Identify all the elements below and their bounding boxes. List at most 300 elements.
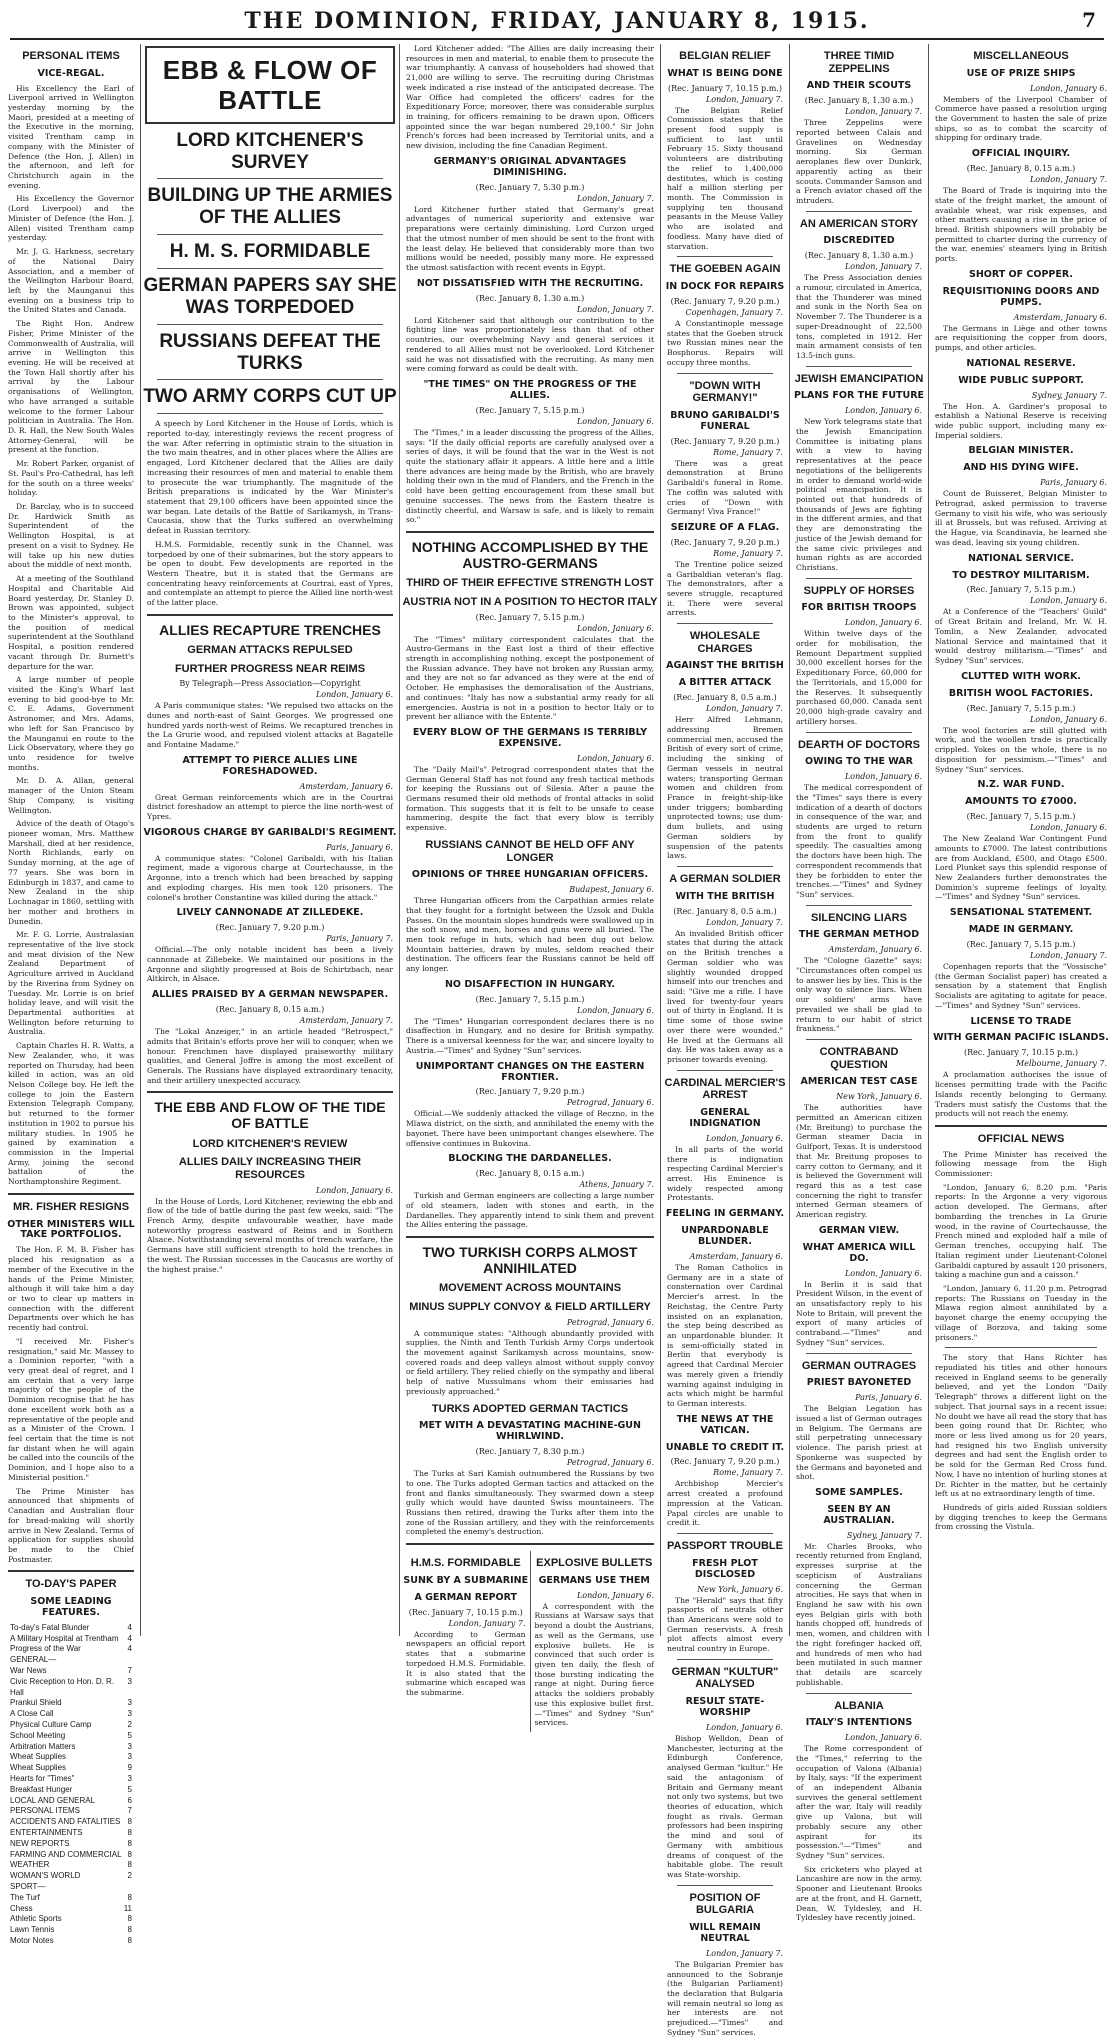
received-date: (Rec. January 7, 9.20 p.m.)	[670, 436, 780, 446]
received-date: (Rec. January 7, 5.15 p.m.)	[475, 994, 585, 1004]
paragraph: The Germans in Liège and other towns are requisitioning the copper from doors, pumps, and other articles.	[935, 323, 1107, 353]
subheading: VIGOROUS CHARGE BY GARIBALDI'S REGIMENT.	[143, 826, 397, 838]
contents-row	[10, 1882, 132, 1893]
contents-title: PERSONAL ITEMS	[10, 1806, 80, 1816]
paragraph: Hundreds of girls aided Russian soldiers by digging trenches to keep the Germans from crossing the Vistula.	[935, 1503, 1107, 1532]
paragraph: The "Lokal Anzeiger," in an article headed "Retrospect," admits that Britain's efforts prove her will to conquer, when we honour. Frenchmen have displayed praiseworthy military qualities, and General Joffre is among the most excellent of Generals. The Russians have displayed extraordinary tenacity, and their artillery unexpected accuracy.	[147, 1027, 393, 1085]
dateline: Amsterdam, January 6.	[689, 1251, 783, 1261]
received-date: (Rec. January 7, 5.15 p.m.)	[966, 585, 1076, 595]
divider	[806, 366, 912, 367]
headline: ALLIES RECAPTURE TRENCHES	[159, 621, 381, 638]
contents-title: Progress of the War	[10, 1644, 81, 1654]
dateline: London, January 6.	[844, 618, 922, 628]
contents-title: A Military Hospital at Trentham	[10, 1633, 119, 1643]
dateline: New York, January 6.	[697, 1584, 783, 1594]
dateline: Amsterdam, January 6.	[1013, 312, 1107, 322]
paragraph: Herr Alfred Lehmann, addressing Bremen commercial men, accused the British of every sort of crime, including the sinking of German vessels in neutral waters; transporting German women and children from France in freight-ship-like under triggers; bombarding unprotected towns; use dum-dum bullets, and using German soldiers by suspension of the patents laws.	[667, 715, 783, 861]
subheading: GERMANY'S ORIGINAL ADVANTAGES DIMINISHING.	[433, 155, 627, 178]
dateline: London, January 6.	[315, 690, 393, 700]
contents-title: Athletic Sports	[10, 1914, 62, 1924]
paragraph: The Press Association denies a rumour, circulated in America, that the Thunderer was mined and sunk in the North Sea on November 7. The Thunderer is a super-Dreadnought of 22,500 tons, completed in 1912. Her main armament consists of ten 13.5-inch guns.	[796, 273, 922, 360]
subheading: SOME SAMPLES.	[815, 1486, 903, 1498]
headline: SUPPLY OF HORSES	[803, 584, 915, 597]
subheading: FOR BRITISH TROOPS	[801, 602, 917, 614]
received-date: (Rec. January 7, 5.15 p.m.)	[966, 812, 1076, 822]
headline: GERMAN "KULTUR" ANALYSED	[671, 1665, 779, 1691]
subheading: AGAINST THE BRITISH	[666, 660, 784, 672]
contents-row	[10, 1904, 132, 1915]
received-date: (Rec. January 8, 1.30 a.m.)	[804, 251, 914, 261]
subheading: MOVEMENT ACROSS MOUNTAINS	[438, 1282, 622, 1295]
divider	[945, 1347, 1097, 1348]
contents-title: GENERAL—	[10, 1655, 57, 1665]
dateline: Amsterdam, January 6.	[828, 945, 922, 955]
subheading: WIDE PUBLIC SUPPORT.	[958, 374, 1084, 386]
paragraph: A proclamation authorises the issue of licenses permitting trade with the Pacific Islands recently belonging to Germany. Traders must satisfy the Customs that the products will not reach the enemy.	[935, 1070, 1107, 1119]
paragraph: The wool factories are still glutted with work, and the woollen trade is practically crippled. Yokes on the whole, there is no disposition for pessimism.—"Times" and Sydney "Sun" services.	[935, 725, 1107, 774]
contents-row	[10, 1806, 132, 1817]
subheading: WHAT IS BEING DONE	[667, 67, 783, 79]
contents-row	[10, 1936, 132, 1947]
paragraph: The "Herald" says that fifty passports of neutrals other than Americans were sold to German reservists. A fresh plot affects almost every neutral country in Europe.	[667, 1595, 783, 1654]
subheading: UNABLE TO CREDIT IT.	[665, 1441, 785, 1453]
subheading: GERMANS USE THEM	[538, 1574, 650, 1586]
headline: CONTRABAND QUESTION	[819, 1046, 899, 1071]
masthead-title: THE DOMINION, FRIDAY, JANUARY 8, 1915.	[244, 8, 870, 34]
contents-page: 8	[127, 1860, 132, 1870]
paragraph: A correspondent with the Russians at Warsaw says that beyond a doubt the Austrians, as well as the Germans, use explosive bullets. He is convinced that such order is given ten daily, the flesh of those bursting indicating the range at night. During fierce attacks the soldiers probably use this explosive bullet first.—"Times" and Sydney "Sun" services.	[534, 1601, 654, 1728]
contents-title: WOMAN'S WORLD	[10, 1871, 81, 1881]
subheading: WITH GERMAN PACIFIC ISLANDS.	[933, 1032, 1109, 1044]
paragraph: Captain Charles H. R. Watts, a New Zealander, who, it was reported on Thursday, had been killed in action, was an old Nelson College boy. He left the college to join the Eastern Extension Telegraph Company, but returned to the former institution in 1902 to pursue his military studies. In 1905 he gained by examination a commission in the Imperial Army, joining the second battalion of the Northamptonshire Regiment.	[8, 1041, 134, 1187]
column-miscellaneous	[931, 44, 1111, 1636]
contents-page: 8	[127, 1838, 132, 1848]
contents-title: SPORT—	[10, 1882, 46, 1891]
dateline: Paris, January 6.	[1040, 478, 1107, 488]
contents-row	[10, 1644, 132, 1655]
divider	[677, 256, 773, 257]
contents-title: NEW REPORTS	[10, 1838, 70, 1848]
paragraph: Great German reinforcements which are in the Courtrai district foreshadow an attempt to pierce the line north-west of Ypres.	[147, 792, 393, 822]
contents-page: 3	[127, 1698, 132, 1708]
subheading: BRUNO GARIBALDI'S FUNERAL	[670, 409, 780, 432]
paragraph: The medical correspondent of the "Times" says there is every indication of a dearth of doctors in consequence of the war, and students are urged to return from the front to qualify speedily. The casualties among the doctors have been high. The correspondent recommends that they be forbidden to enter the trenches.—"Times" and Sydney "Sun" services.	[796, 783, 922, 899]
paragraph: Archbishop Mercier's arrest created a profound impression at the Vatican. Papal circles are unable to credit it.	[667, 1479, 783, 1528]
subheading: TO DESTROY MILITARISM.	[952, 569, 1090, 581]
headline: TWO ARMY CORPS CUT UP	[143, 386, 397, 408]
contents-title: Arbitration Matters	[10, 1741, 76, 1751]
paragraph: In all parts of the world there is indignation respecting Cardinal Mercier's arrest. His Eminence is widely respected among Protestants.	[667, 1144, 783, 1203]
dateline: London, January 7.	[448, 1618, 526, 1628]
paragraph: The Roman Catholics in Germany are in a state of consternation over Cardinal Mercier's arrest. In the Reichstag, the Centre Party insisted on an explanation, the step being described as an unpardonable blunder. It is semi-officially stated in Berlin that everybody is agreed that Cardinal Mercier was merely given a friendly warning against indulging in acts which might be harmful to German interests.	[667, 1262, 783, 1408]
dateline: Sydney, January 7.	[1031, 390, 1107, 400]
contents-row	[10, 1742, 132, 1753]
story-formidable	[402, 1551, 531, 1732]
paragraph: The Trentine police seized a Garibaldian veteran's flag. The demonstrators, after a severe struggle, recaptured it. There were several arrests.	[667, 559, 783, 618]
contents-list	[10, 1623, 132, 1947]
paragraph: The Hon. F. M. B. Fisher has placed his resignation as a member of the Executive in the hands of the Prime Minister, although it will take him a day or two to clear up matters in connection with the different Departments over which he has recently had control.	[8, 1245, 134, 1333]
divider	[147, 614, 393, 616]
dateline: Petrograd, January 6.	[566, 1098, 654, 1108]
subheading: "THE TIMES" ON THE PROGRESS OF THE ALLIES.	[423, 379, 637, 401]
contents-row	[10, 1893, 132, 1904]
paragraph: Advice of the death of Otago's pioneer woman, Mrs. Matthew Marshall, died at her residence, North Richlands, early on Sunday morning, at the age of 77 years. She was born in Edinburgh in 1837, and came to New Zealand in the ship Lochnagar in 1860, settling with her mother and brothers in Dunedin.	[8, 819, 134, 926]
dateline: Paris, January 6.	[855, 1393, 922, 1403]
paragraph: A large number of people visited the King's Wharf last evening to bid good-bye to Mr. C. E. Adams, Government Astronomer, and Mrs. Adams, who left for San Francisco by the Maunganui en route to the Lick Observatory, where they go unto residence for twelve months.	[8, 675, 134, 772]
divider	[806, 1039, 912, 1040]
contents-page: 7	[127, 1666, 132, 1676]
subheading: BELGIAN MINISTER.	[968, 445, 1074, 457]
subheading: OPINIONS OF THREE HUNGARIAN OFFICERS.	[411, 869, 649, 881]
contents-page: 8	[127, 1914, 132, 1924]
contents-title: Lawn Tennis	[10, 1925, 55, 1935]
subheading: FEELING IN GERMANY.	[665, 1208, 785, 1220]
dateline: London, January 7.	[705, 1948, 783, 1958]
paragraph: Mr. F. G. Lorrie, Australasian representative of the live stock and meat division of the New Zealand Department of Agriculture arrived in Auckland by the Riverina from Sydney on Tuesday. Mr. Lorrie is on brief holiday leave, and will visit the Departmental authorities at Wellington before returning to Australia.	[8, 930, 134, 1037]
subheading: NATIONAL SERVICE.	[968, 552, 1074, 564]
paragraph: A speech by Lord Kitchener in the House of Lords, which is reported to-day, interestingly reviews the recent progress of the war. After referring in optimistic strain to the situation in the two main theatres, and in other places where the Allies are engaged, Lord Kitchener declared that the Allies are daily increasing their resources of men and material to enable them to prosecute the war triumphantly. The magnitude of the British preparations is indicated by the War Minister's statement that 29,100 officers have been appointed since the war began. Late details of the Battle of Sarikamysh, in Trans-Caucasia, show that the Turks suffered an overwhelming defeat in Russian territory.	[147, 419, 393, 536]
subheading: WHAT AMERICA WILL DO.	[802, 1241, 916, 1264]
contents-page: 8	[127, 1828, 132, 1838]
paragraph: Lord Kitchener further stated that Germany's great advantages of numerical superiority and extensive war preparations were certainly diminishing. Lord Curzon urged that the utmost number of men should be sent to the front with the least delay. He believed that considerably more than two millions would be needed, possibly many more. He expressed the utmost satisfaction with recent events in Egypt.	[406, 204, 654, 273]
dateline: Amsterdam, January 7.	[299, 1016, 393, 1026]
subheading: EVERY BLOW OF THE GERMANS IS TERRIBLY EXPENSIVE.	[412, 726, 648, 749]
paragraph: Within twelve days of the order for mobilisation, the Remount Department supplied 30,000 excellent horses for the Expeditionary Force, 60,000 for the Territorials, and 15,000 for the Reserves. It subsequently purchased 60,000. Canada sent 20,000 high-grade cavalry and artillery horses.	[796, 629, 922, 726]
dateline: London, January 6.	[844, 406, 922, 416]
received-date: (Rec. January 7, 9.20 p.m.)	[670, 1457, 780, 1467]
headline: H.M.S. FORMIDABLE	[410, 1557, 521, 1570]
paragraph: Mr. Charles Brooks, who recently returned from England, expresses surprise at the scepticism of Australians concerning the German atrocities. He says that when in England he saw with his own eyes Belgian girls with both hands chopped off, hundreds of men, women, and children with the right forefinger hacked off, and hundreds of men who had been mutilated in such manner that details are scarcely publishable.	[796, 1541, 922, 1687]
paragraph: The "Times" Hungarian correspondent declares there is no disaffection in Hungary, and no desire for British sympathy. There is a universal keenness for the war, and sincere loyalty to Austria.—"Times" and Sydney "Sun" services.	[406, 1016, 654, 1055]
dateline: Paris, January 7.	[326, 934, 393, 944]
column-belgian-relief	[663, 44, 787, 2037]
divider	[8, 1570, 134, 1572]
subheading: AND HIS DYING WIFE.	[963, 462, 1079, 474]
headline: WHOLESALE CHARGES	[689, 630, 761, 655]
paragraph: The Right Hon. Andrew Fisher, Prime Minister of the Commonwealth of Australia, will arrive in Wellington this evening. He will be received at the Town Hall shortly after his arrival by the Labour organisations of Wellington, who have arranged a suitable welcome to the former Labour politician in Australia. The Hon. D. R. Hall, the New South Wales Attorney-General, will be present at the function.	[8, 319, 134, 455]
contents-row	[10, 1925, 132, 1936]
main-headline: EBB & FLOW OF BATTLE	[162, 55, 378, 115]
paragraph: A Constantinople message states that the Goeben struck two Russian mines near the Bosphorus. Repairs will occupy three months.	[667, 318, 783, 367]
received-date: (Rec. January 8, 1.30 a.m.)	[475, 293, 585, 303]
contents-title: Wheat Supplies	[10, 1752, 67, 1762]
dateline: Copenhagen, January 7.	[685, 307, 783, 317]
subheading: AUSTRIA NOT IN A POSITION TO HECTOR ITALY	[402, 595, 658, 608]
contents-row	[10, 1709, 132, 1720]
divider	[677, 373, 773, 374]
dateline: London, January 6.	[576, 623, 654, 633]
contents-title: Hearts for "Times"	[10, 1774, 75, 1784]
contents-page: 6	[127, 1795, 132, 1805]
dateline: London, January 6.	[576, 1005, 654, 1015]
page-number: 7	[1082, 8, 1096, 32]
received-date: (Rec. January 8, 0.15 a.m.)	[475, 1169, 585, 1179]
contents-row	[10, 1763, 132, 1774]
subheading: SHORT OF COPPER.	[969, 268, 1073, 280]
contents-title: Prankul Shield	[10, 1698, 62, 1708]
contents-page: 8	[127, 1849, 132, 1859]
subheading: A GERMAN REPORT	[414, 1591, 518, 1603]
subheading: RUSSIANS CANNOT BE HELD OFF ANY LONGER	[425, 838, 635, 864]
contents-page: 8	[127, 1817, 132, 1827]
paragraph: Lord Kitchener said that although our contribution to the fighting line was proportionately less than that of other countries, our overwhelming Navy and general services it rendered to all Allies must not be overlooked. Lord Kitchener said he was not dissatisfied with the recruiting. As many men were coming forward as could be dealt with.	[406, 315, 654, 374]
dateline: London, January 7.	[576, 304, 654, 314]
paragraph: "London, January 6, 11.20 p.m. Petrograd reports: The Russians on Tuesday in the Mlawa region almost annihilated by a bayonet charge the enemy occupying the village of Borzova, and taking some prisoners."	[935, 1283, 1107, 1342]
paragraph: The New Zealand War Contingent Fund amounts to £7000. The latest contributions are from Auckland, £500, and Otago £500. Lord Plunket says this splendid response of New Zealanders further demonstrates the Dominion's supreme feelings of loyalty.—"Times" and Sydney "Sun" services.	[935, 834, 1107, 902]
headline: PASSPORT TROUBLE	[667, 1540, 783, 1553]
paragraph: Mr. J. G. Harkness, secretary of the National Dairy Association, and a member of the Wellington Harbour Board, left by the Maunganui this evening on a business trip to the United States and Canada.	[8, 247, 134, 315]
subheading: DISCREDITED	[823, 235, 895, 247]
divider	[806, 1353, 912, 1354]
section-heading: TO-DAY'S PAPER	[25, 1578, 117, 1591]
subheading: THIRD OF THEIR EFFECTIVE STRENGTH LOST	[406, 577, 654, 590]
byline: By Telegraph—Press Association—Copyright	[179, 679, 361, 689]
contents-page: 2	[127, 1720, 132, 1730]
headline-frame	[145, 46, 395, 124]
paragraph: Count de Buisseret, Belgian Minister to Petrograd, asked permission to traverse Germany to visit his wife, who was seriously ill at Brussels, but was refused. Arriving at the Hague, via Scandinavia, he learned she was dead, leaving six young children.	[935, 489, 1107, 547]
divider	[677, 623, 773, 624]
masthead	[0, 0, 1114, 40]
headline: GERMAN OUTRAGES	[801, 1359, 917, 1372]
paragraph: At a meeting of the Southland Hospital and Charitable Aid Board yesterday, Dr. Stanley D. Brown was appointed, subject to the Minister's approval, to the position of medical superintendent at the Southland Hospital, a position rendered vacant through Dr. Burnett's departure for the war.	[8, 574, 134, 671]
contents-row	[10, 1677, 132, 1699]
contents-page: 9	[127, 1763, 132, 1773]
contents-row	[10, 1828, 132, 1839]
paragraph: The story that Hans Richter has repudiated his titles and other honours received in England seems to be generally believed, and yet the London "Daily Telegraph" throws a different light on the subject. That journal says in a recent issue: No doubt we have all read the story that has been going round that Dr. Richter, who more or less lived among us for 20 years, had resigned his two English university degrees and had sent the English order to be sold for the German Red Cross fund. Now, I have no intention of hurling stones at Dr. Richter in the matter, but he certainly left us at no extraordinary length of time.	[935, 1353, 1107, 1499]
column-rule	[140, 44, 141, 1636]
headline: OFFICIAL NEWS	[977, 1132, 1065, 1145]
divider	[935, 1125, 1107, 1127]
contents-page: 8	[127, 1892, 132, 1902]
contents-title: Physical Culture Camp	[10, 1720, 92, 1730]
paragraph: The Belgian Legation has issued a list of German outrages in Belgium. The Germans are still perpetrating unnecessary violence. The parish priest at Sponkerne was suspected by the Germans and bayoneted and shot.	[796, 1404, 922, 1482]
headline: CARDINAL MERCIER'S ARREST	[664, 1076, 786, 1102]
dateline: London, January 7.	[705, 704, 783, 714]
received-date: (Rec. January 7, 5.15 p.m.)	[475, 405, 585, 415]
subheading: VICE-REGAL.	[37, 67, 105, 79]
contents-page: 5	[127, 1730, 132, 1740]
headline: AN AMERICAN STORY	[799, 217, 919, 230]
headline: THE GOEBEN AGAIN	[669, 263, 781, 276]
dateline: London, January 7.	[705, 94, 783, 104]
paragraph: The Bulgarian Premier has announced to the Sobranje (the Bulgarian Parliament) the declaration that Bulgaria will remain neutral so long as her interests are not prejudiced.—"Times" and Sydney "Sun" services.	[667, 1959, 783, 2037]
paragraph: Turkish and German engineers are collecting a large number of old steamers, laden with stones and earth, in the Dardanelles. They apparently intend to sink them and prevent the Allies entering the passage.	[406, 1191, 654, 1230]
received-date: (Rec. January 7, 5.30 p.m.)	[475, 182, 585, 192]
headline: A GERMAN SOLDIER	[669, 873, 781, 886]
divider	[677, 1070, 773, 1071]
contents-page: 3	[127, 1752, 132, 1762]
subheading: UNPARDONABLE BLUNDER.	[681, 1225, 769, 1247]
subheading: ITALY'S INTENTIONS	[805, 1717, 913, 1729]
subheading: LORD KITCHENER'S REVIEW	[192, 1137, 348, 1150]
section-heading: MR. FISHER RESIGNS	[12, 1200, 130, 1213]
column-personal	[4, 44, 138, 1945]
paragraph: The Rome correspondent of the "Times," referring to the occupation of Valona (Albania) by Italy, says: "If the experiment of an independent Albania survives the general settlement after the war, Italy will readily give up Valona, but will probably secure any other aspirant for its possession."—"Times" and Sydney "Sun" services.	[796, 1744, 922, 1860]
contents-title: War News	[10, 1666, 47, 1676]
paragraph: A Paris communique states: "We repulsed two attacks on the dunes and north-east of Saint Georges. We progressed one hundred yards north-west of Reims. We recaptured trenches in the La Grurie wood, and repulsed violent attacks at Bagatelle and Fontaine Madame."	[147, 701, 393, 750]
paragraph: Mr. D. A. Allan, general manager of the Union Steam Ship Company, is visiting Wellington.	[8, 776, 134, 815]
received-date: (Rec. January 7, 9.20 p.m.)	[670, 296, 780, 306]
subheading: TURKS ADOPTED GERMAN TACTICS	[431, 1402, 629, 1415]
subheading: N.Z. WAR FUND.	[977, 779, 1065, 791]
headline: POSITION OF BULGARIA	[689, 1891, 761, 1917]
contents-page: 4	[127, 1644, 132, 1654]
contents-page: 3	[127, 1774, 132, 1784]
subheading: UNIMPORTANT CHANGES ON THE EASTERN FRONTIER.	[415, 1060, 645, 1083]
dateline: Sydney, January 7.	[846, 1530, 922, 1540]
paragraph: In the House of Lords, Lord Kitchener, reviewing the ebb and flow of the tide of battle during the past few weeks, said: "The French Army, despite unfavourable weather, have made noteworthy progress eastward of Reims and in Southern Alsace. Notwithstanding several months of trench warfare, the Germans have still sufficient strength to hold the trenches in the west. The Russian successes in the Caucasus are worthy of the highest praise."	[147, 1196, 393, 1274]
column-kitchener-continued	[402, 44, 658, 1728]
dateline: Rome, January 7.	[713, 1468, 783, 1478]
subheading: MADE IN GERMANY.	[968, 924, 1074, 936]
contents-row	[10, 1655, 132, 1666]
contents-title: To-day's Fatal Blunder	[10, 1622, 90, 1632]
headline: EXPLOSIVE BULLETS	[536, 1557, 653, 1570]
received-date: (Rec. January 7, 10.15 p.m.)	[964, 1048, 1078, 1058]
dateline: Melbourne, January 7.	[1016, 1059, 1107, 1069]
story-explosive-bullets	[531, 1551, 659, 1732]
paragraph: The Turks at Sari Kamish outnumbered the Russians by two to one. The Turks adopted German tactics and attacked on the front and flanks simultaneously. They swarmed down a steep gully which would have daunted Swiss mountaineers. The Russians then retired, drawing the Turks after them into the zone of the Russian artillery, and they with the reinforcements completed the enemy's destruction.	[406, 1469, 654, 1537]
dateline: London, January 6.	[705, 1722, 783, 1732]
divider	[806, 578, 912, 579]
subheading: FURTHER PROGRESS NEAR REIMS	[174, 662, 366, 675]
headline: JEWISH EMANCIPATION	[794, 372, 924, 385]
received-date: (Rec. January 7, 9.20 p.m.)	[475, 1087, 585, 1097]
subheading: SENSATIONAL STATEMENT.	[949, 907, 1093, 919]
column-rule	[928, 44, 929, 1636]
column-rule	[399, 44, 400, 1636]
received-date: (Rec. January 7, 5.15 p.m.)	[966, 703, 1076, 713]
contents-page: 3	[127, 1709, 132, 1719]
divider	[147, 1091, 393, 1093]
contents-page: 3	[127, 1741, 132, 1751]
paragraph: An invalided British officer states that during the attack on the British trenches a German soldier who was slightly wounded dropped himself into our trenches and said: "Give me a rifle. I have lived for twenty-four years out of thirty in England. It is time some of those swine over there were wounded." He lived at the Germans all day. He was taken away as a prisoner towards evening.	[667, 928, 783, 1064]
headline: RUSSIANS DEFEAT THE TURKS	[159, 330, 381, 374]
headline: SILENCING LIARS	[811, 911, 907, 924]
headline: H. M. S. FORMIDABLE	[169, 241, 371, 263]
received-date: (Rec. January 8, 0.5 a.m.)	[673, 906, 777, 916]
contents-title: ENTERTAINMENTS	[10, 1828, 83, 1838]
divider	[157, 234, 383, 235]
dateline: Petrograd, January 6.	[566, 1317, 654, 1327]
received-date: (Rec. January 7, 5.15 p.m.)	[475, 612, 585, 622]
column-ebb-flow	[143, 44, 397, 1636]
dateline: London, January 6.	[315, 1185, 393, 1195]
subheading: THE NEWS AT THE VATICAN.	[676, 1413, 774, 1436]
contents-row	[10, 1752, 132, 1763]
dateline: Paris, January 6.	[326, 842, 393, 852]
paragraph: "I received Mr. Fisher's resignation," said Mr. Massey to a Dominion reporter, "with a very great deal of regret, and I am certain that a very large majority of the people of the Dominion recognise that he has done excellent work both as a representative of the people and as a Minister of the Crown. I feel certain that the time is not far distant when he will again be called into the councils of the Dominion, and I hope also to a Ministerial position."	[8, 1336, 134, 1482]
paragraph: There was a great demonstration at Bruno Garibaldi's funeral in Rome. The coffin was saluted with cries of "Down with Germany! Viva France!"	[667, 458, 783, 517]
contents-page: 8	[127, 1935, 132, 1945]
subheading: AMERICAN TEST CASE	[800, 1076, 918, 1088]
paragraph: The Hon. A. Gardiner's proposal to establish a National Reserve is receiving wide public support, including many ex-Imperial soldiers.	[935, 401, 1107, 440]
received-date: (Rec. January 7, 9.20 p.m.)	[215, 923, 325, 933]
divider	[157, 379, 383, 380]
contents-row	[10, 1785, 132, 1796]
dateline: London, January 6.	[1029, 823, 1107, 833]
contents-page: 3	[127, 1676, 132, 1686]
split-stories	[402, 1551, 658, 1732]
subheading: OWING TO THE WAR	[805, 756, 913, 768]
subheading: NOT DISSATISFIED WITH THE RECRUITING.	[416, 277, 644, 289]
subheading: SOME LEADING FEATURES.	[30, 1596, 112, 1618]
headline: NOTHING ACCOMPLISHED BY THE AUSTRO-GERMANS	[411, 539, 649, 572]
subheading: ALLIES PRAISED BY A GERMAN NEWSPAPER.	[151, 989, 389, 1001]
subheading: SEEN BY AN AUSTRALIAN.	[823, 1503, 895, 1526]
subheading: A BITTER ATTACK	[678, 677, 772, 689]
subheading: OFFICIAL INQUIRY.	[971, 148, 1071, 160]
paragraph: A communique states: "Colonel Garibaldi, with his Italian regiment, made a vigorous charge at Courtechausse, in the Argonne, into a trench which had been breached by sapping and exploding charges. His men took 120 prisoners. The colonel's brother Constantine was killed during the attack."	[147, 853, 393, 902]
headline: BUILDING UP THE ARMIES OF THE ALLIES	[147, 185, 393, 229]
contents-title: The Turf	[10, 1892, 40, 1902]
subheading: SUNK BY A SUBMARINE	[403, 1574, 529, 1586]
subheading: AND THEIR SCOUTS	[806, 80, 912, 92]
dateline: London, January 6.	[1029, 596, 1107, 606]
subheading: REQUISITIONING DOORS AND PUMPS.	[942, 285, 1100, 308]
contents-title: Civic Reception to Hon. D. R. Hall	[10, 1676, 115, 1697]
received-date: (Rec. January 8, 0.15 a.m.)	[215, 1005, 325, 1015]
contents-title: A Close Call	[10, 1709, 54, 1719]
subheading: NO DISAFFECTION IN HUNGARY.	[444, 978, 615, 990]
paragraph: Lord Kitchener added: "The Allies are daily increasing their resources in men and material, to enable them to prosecute the war triumphantly. A canvass of householders had showed that 21,000 are willing to serve. The recruiting during Christmas week indicated a rise instead of the anticipated decrease. The War Office had completed the officers' cadres for the Expeditionary Force; moreover, there was considerable surplus in training, for officers remaining to be drawn upon. Officers appointed since the war began numbered 29,100." Sir John French's forces had been increased by Territorial units, and a new division, including the fine Canadian Regiment.	[406, 44, 654, 151]
divider	[677, 1533, 773, 1534]
subheading: WILL REMAIN NEUTRAL	[689, 1922, 761, 1944]
dateline: London, January 6.	[844, 772, 922, 782]
subheading: PRIEST BAYONETED	[806, 1377, 912, 1389]
paragraph: Dr. Barclay, who is to succeed Dr. Hardwick Smith as Superintendent of the Wellington Hospital, is at present on a visit to Sydney. He will take up his new duties about the middle of next month.	[8, 502, 134, 570]
paragraph: The "Cologne Gazette" says: "Circumstances often compel us to answer lies by lies. This is the only way to silence liars. When our soldiers' arms have prevailed we shall be glad to return to our habit of strict frankness."	[796, 956, 922, 1034]
subheading: RESULT STATE-WORSHIP	[685, 1696, 765, 1719]
contents-row	[10, 1731, 132, 1742]
divider	[157, 413, 383, 414]
contents-title: Breakfast Hunger	[10, 1784, 73, 1794]
divider	[406, 1543, 654, 1545]
dateline: London, January 6.	[576, 753, 654, 763]
subheading: LICENSE TO TRADE	[970, 1015, 1072, 1027]
contents-title: Wheat Supplies	[10, 1763, 67, 1773]
headline: MISCELLANEOUS	[973, 50, 1069, 62]
dateline: London, January 6.	[576, 416, 654, 426]
subheading: NATIONAL RESERVE.	[966, 357, 1076, 369]
subheading: BRITISH WOOL FACTORIES.	[948, 687, 1094, 699]
dateline: Rome, January 7.	[713, 447, 783, 457]
dateline: Amsterdam, January 6.	[299, 781, 393, 791]
dateline: Athens, January 7.	[579, 1180, 654, 1190]
subheading: BLOCKING THE DARDANELLES.	[448, 1153, 612, 1165]
paragraph: The "Times," in a leader discussing the progress of the Allies, says: "If the daily official reports are carefully analysed over a series of days, it will be found that the war in the West is not quite the stationary affair it appears. A little here and a little there advances are being made by the British, who are bravely holding their own in the mud of Flanders, and the French in the cold have been getting encouragement from these small but genuine successes. The news from the Eastern theatre is distinctly cheerful, and Warsaw is safe, and is likely to remain so."	[406, 427, 654, 525]
divider	[406, 1236, 654, 1238]
divider	[677, 866, 773, 867]
subheading: MINUS SUPPLY CONVOY & FIELD ARTILLERY	[409, 1300, 651, 1313]
dateline: London, January 6.	[1029, 83, 1107, 93]
paragraph: Bishop Welldon, Dean of Manchester, lecturing at the Edinburgh Conference, analysed German "kultur." He said the antagonism of Britain and Germany meant not only two systems, but two theories of education, which fought as rivals. German professors had been inspiring the mind and soul of Germany with ambitious dreams of conquest of the habitable globe. The result was State-worship.	[667, 1733, 783, 1880]
contents-row	[10, 1850, 132, 1861]
subheading: GERMAN VIEW.	[818, 1224, 900, 1236]
subheading: CLUTTED WITH WORK.	[961, 670, 1081, 682]
dateline: Rome, January 7.	[713, 548, 783, 558]
contents-row	[10, 1720, 132, 1731]
contents-title: LOCAL AND GENERAL	[10, 1795, 96, 1805]
section-heading: PERSONAL ITEMS	[22, 50, 120, 62]
received-date: (Rec. January 8, 1.30 a.m.)	[804, 96, 914, 106]
paragraph: A communique states: "Although abundantly provided with supplies, the Ninth and Tenth Turkish Army Corps undertook the movement against Sarikamysh across mountains, snow-covered roads and deep valleys almost without supply convoy or field artillery. They relied chiefly on the sympathy and liberal help of native Mussulmans whom their emissaries had previously approached."	[406, 1328, 654, 1396]
dateline: London, January 6.	[844, 1268, 922, 1278]
contents-row	[10, 1871, 132, 1882]
received-date: (Rec. January 7, 5.15 p.m.)	[966, 939, 1076, 949]
dateline: London, January 6.	[576, 1590, 654, 1600]
dateline: London, January 6.	[1029, 714, 1107, 724]
